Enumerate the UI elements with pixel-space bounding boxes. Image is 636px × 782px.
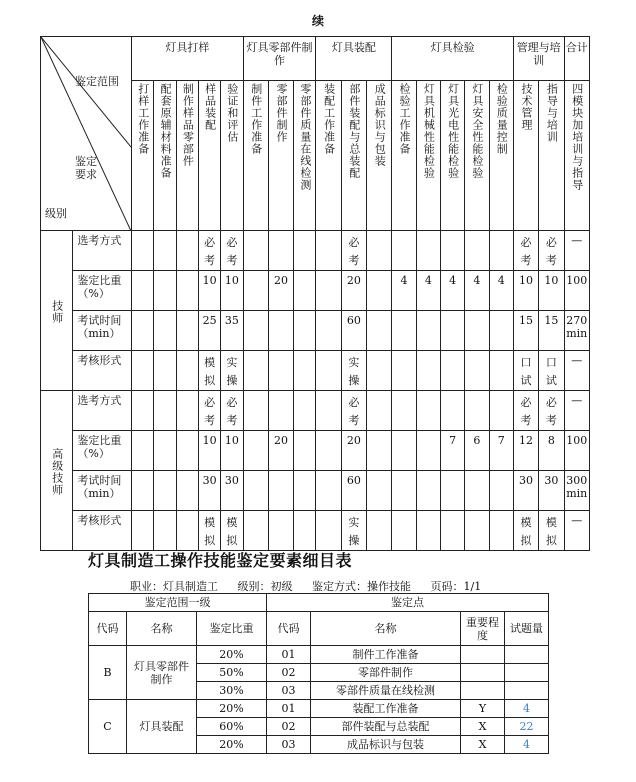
table-cell xyxy=(416,311,440,351)
column-header xyxy=(221,81,243,231)
table-cell xyxy=(268,391,293,431)
table-cell: 必 考 xyxy=(198,391,220,431)
table-cell xyxy=(489,231,513,271)
table-cell xyxy=(132,271,154,311)
scope-code: B xyxy=(89,646,127,700)
table-cell xyxy=(154,351,176,391)
table-cell xyxy=(489,311,513,351)
table-cell xyxy=(440,351,464,391)
question-count xyxy=(505,682,549,700)
elements-table xyxy=(88,593,549,754)
table-cell xyxy=(294,431,316,471)
table-cell xyxy=(268,471,293,511)
requirement-label: 鉴定 要求 xyxy=(75,155,97,181)
table-cell xyxy=(440,511,464,551)
table-cell: 实 操 xyxy=(221,351,243,391)
table-cell xyxy=(268,311,293,351)
importance-cell: Y xyxy=(461,700,505,718)
table-cell: 模 拟 xyxy=(513,511,538,551)
table-cell: 口 试 xyxy=(513,351,538,391)
column-header xyxy=(154,81,176,231)
table-cell xyxy=(392,231,416,271)
table-cell xyxy=(294,511,316,551)
table-cell xyxy=(294,231,316,271)
table-cell: 20 xyxy=(341,271,366,311)
table-cell: 100 xyxy=(564,431,590,471)
table-cell xyxy=(243,231,268,271)
table-cell: — xyxy=(564,511,590,551)
table-cell xyxy=(367,471,392,511)
continued-label: 续 xyxy=(311,14,324,28)
table-cell xyxy=(176,231,198,271)
table-cell xyxy=(316,471,341,511)
importance-cell: X xyxy=(461,718,505,736)
table-cell: 6 xyxy=(465,431,489,471)
table-row xyxy=(41,431,590,471)
table-cell: 10 xyxy=(539,271,564,311)
table-cell xyxy=(392,391,416,431)
row-label: 考核形式 xyxy=(73,511,132,551)
table-cell xyxy=(243,271,268,311)
table-cell xyxy=(176,351,198,391)
table-row xyxy=(41,511,590,551)
table-cell: 30 xyxy=(539,471,564,511)
column-header xyxy=(243,81,268,231)
table-cell: 12 xyxy=(513,431,538,471)
table-cell: 模 拟 xyxy=(539,511,564,551)
table-cell: 必 考 xyxy=(539,231,564,271)
table-cell xyxy=(367,511,392,551)
point-code: 02 xyxy=(267,718,311,736)
table-cell: 必 考 xyxy=(341,231,366,271)
table-cell xyxy=(465,311,489,351)
table-row xyxy=(41,351,590,391)
table-cell: 10 xyxy=(198,271,220,311)
column-header-text: 四模块加培训与指导 xyxy=(570,83,584,191)
ratio-cell: 60% xyxy=(197,718,267,736)
table-cell: 7 xyxy=(440,431,464,471)
point-name: 装配工作准备 xyxy=(311,700,461,718)
table-cell: 10 xyxy=(221,431,243,471)
question-count: 4 xyxy=(505,700,549,718)
point-code: 03 xyxy=(267,682,311,700)
table-cell xyxy=(268,231,293,271)
table-cell xyxy=(268,351,293,391)
table-cell xyxy=(132,511,154,551)
diagonal-header-cell xyxy=(41,37,132,231)
table-cell xyxy=(489,471,513,511)
table-cell xyxy=(367,231,392,271)
point-name: 零部件质量在线检测 xyxy=(311,682,461,700)
table-cell xyxy=(243,391,268,431)
row-label: 选考方式 xyxy=(73,231,132,271)
column-header-text: 指导与培训 xyxy=(545,83,559,143)
column-header-text: 灯具光电性能检验 xyxy=(446,83,460,179)
table-cell xyxy=(132,471,154,511)
ratio-cell: 20% xyxy=(197,736,267,754)
question-count xyxy=(505,646,549,664)
row-label: 考试时间 （min） xyxy=(73,311,132,351)
table-cell: 8 xyxy=(539,431,564,471)
row-label: 考试时间 （min） xyxy=(73,471,132,511)
table-cell xyxy=(294,311,316,351)
grade: 级别：初级 xyxy=(237,580,293,593)
column-header-text: 制作样品零部件 xyxy=(181,83,195,167)
table-cell xyxy=(176,471,198,511)
table-cell xyxy=(132,391,154,431)
table-cell xyxy=(465,471,489,511)
subtitle-line xyxy=(130,578,497,594)
table-cell xyxy=(392,311,416,351)
table-cell xyxy=(489,511,513,551)
column-header-text: 灯具安全性能检验 xyxy=(470,83,484,179)
column-header-text: 配套原辅材料准备 xyxy=(159,83,173,179)
column-header-text: 成品标识与包装 xyxy=(373,83,387,167)
table-cell: 60 xyxy=(341,311,366,351)
table-cell xyxy=(416,231,440,271)
column-header: 名称 xyxy=(311,612,461,646)
table-cell xyxy=(132,231,154,271)
table-cell: 20 xyxy=(341,431,366,471)
table-cell: 实 操 xyxy=(341,511,366,551)
group-header: 灯具打样 xyxy=(132,37,243,81)
table-cell xyxy=(176,431,198,471)
scope-label: 鉴定范围 xyxy=(75,75,119,88)
scope-code: C xyxy=(89,700,127,754)
table-cell: — xyxy=(564,351,590,391)
table-row xyxy=(89,700,549,718)
table-cell xyxy=(316,391,341,431)
table-cell xyxy=(154,471,176,511)
table-cell: 必 考 xyxy=(513,231,538,271)
point-code: 01 xyxy=(267,700,311,718)
question-count: 22 xyxy=(505,718,549,736)
column-header xyxy=(316,81,341,231)
table-cell xyxy=(176,311,198,351)
table-cell xyxy=(294,471,316,511)
table-cell xyxy=(392,351,416,391)
table-cell xyxy=(316,431,341,471)
ratio-cell: 20% xyxy=(197,646,267,664)
table-row xyxy=(41,231,590,271)
table-cell xyxy=(154,231,176,271)
column-header xyxy=(539,81,564,231)
table-cell: — xyxy=(564,391,590,431)
table-cell: 4 xyxy=(465,271,489,311)
column-header xyxy=(489,81,513,231)
point-name: 制件工作准备 xyxy=(311,646,461,664)
table-cell xyxy=(294,391,316,431)
row-label: 鉴定比重 （%） xyxy=(73,271,132,311)
method: 鉴定方式：操作技能 xyxy=(312,580,411,593)
column-header: 试题量 xyxy=(505,612,549,646)
table-cell: 4 xyxy=(392,271,416,311)
table-cell: 20 xyxy=(268,431,293,471)
table-cell: 300 min xyxy=(564,471,590,511)
table-cell xyxy=(268,511,293,551)
table-cell xyxy=(294,271,316,311)
table-cell xyxy=(132,431,154,471)
table-cell xyxy=(416,431,440,471)
table-cell xyxy=(440,471,464,511)
importance-cell: X xyxy=(461,736,505,754)
group-header: 灯具检验 xyxy=(392,37,513,81)
table-cell: 必 考 xyxy=(341,391,366,431)
group-header: 灯具零部件制作 xyxy=(243,37,316,81)
table-cell xyxy=(416,511,440,551)
column-header: 重要程度 xyxy=(461,612,505,646)
table-cell xyxy=(316,351,341,391)
table-cell xyxy=(440,311,464,351)
table-cell: 模 拟 xyxy=(198,351,220,391)
column-header: 代码 xyxy=(267,612,311,646)
column-header xyxy=(440,81,464,231)
table-cell xyxy=(316,311,341,351)
column-header xyxy=(176,81,198,231)
table-cell xyxy=(416,471,440,511)
scope-name: 灯具零部件制作 xyxy=(127,646,197,700)
point-name: 零部件制作 xyxy=(311,664,461,682)
column-header-text: 样品装配 xyxy=(203,83,217,131)
table-cell xyxy=(154,271,176,311)
table-cell xyxy=(367,351,392,391)
table-header-row xyxy=(89,594,549,612)
importance-cell xyxy=(461,664,505,682)
diagonal-lines xyxy=(41,37,131,231)
page-number: 页码：1/1 xyxy=(430,580,482,593)
scope-header: 鉴定范围一级 xyxy=(89,594,267,612)
table-cell: 口 试 xyxy=(539,351,564,391)
table-cell xyxy=(243,471,268,511)
table-cell xyxy=(465,391,489,431)
table-cell: 30 xyxy=(221,471,243,511)
column-header xyxy=(198,81,220,231)
level-label: 级别 xyxy=(45,207,67,220)
table-cell xyxy=(243,511,268,551)
table-cell: 20 xyxy=(268,271,293,311)
column-header: 名称 xyxy=(127,612,197,646)
point-code: 03 xyxy=(267,736,311,754)
column-header-text: 灯具机械性能检验 xyxy=(422,83,436,179)
table-cell: 必 考 xyxy=(198,231,220,271)
table-cell: 4 xyxy=(489,271,513,311)
table-cell xyxy=(154,311,176,351)
column-header xyxy=(132,81,154,231)
column-header xyxy=(294,81,316,231)
table-cell xyxy=(367,391,392,431)
table-cell xyxy=(416,391,440,431)
table-cell: 4 xyxy=(440,271,464,311)
column-header-text: 技术管理 xyxy=(520,83,534,131)
importance-cell xyxy=(461,682,505,700)
table-cell xyxy=(367,311,392,351)
table-cell xyxy=(154,391,176,431)
table-cell xyxy=(392,471,416,511)
point-code: 02 xyxy=(267,664,311,682)
table-cell: — xyxy=(564,231,590,271)
table-cell: 30 xyxy=(198,471,220,511)
points-header: 鉴定点 xyxy=(267,594,549,612)
table-cell xyxy=(440,391,464,431)
column-header-text: 验证和评估 xyxy=(225,83,239,143)
column-header xyxy=(367,81,392,231)
table-cell xyxy=(416,351,440,391)
column-header xyxy=(416,81,440,231)
table-cell: 60 xyxy=(341,471,366,511)
assessment-table xyxy=(40,36,590,551)
column-header-text: 零部件质量在线检测 xyxy=(298,83,312,191)
table-cell xyxy=(465,231,489,271)
question-count: 4 xyxy=(505,736,549,754)
table-cell xyxy=(316,271,341,311)
table-cell xyxy=(440,231,464,271)
table-cell: 7 xyxy=(489,431,513,471)
importance-cell xyxy=(461,646,505,664)
group-header: 灯具装配 xyxy=(316,37,392,81)
column-header xyxy=(465,81,489,231)
table-cell: 15 xyxy=(513,311,538,351)
page-title: 灯具制造工操作技能鉴定要素细目表 xyxy=(88,551,353,570)
column-header-text: 检验工作准备 xyxy=(398,83,412,155)
table-cell xyxy=(367,431,392,471)
table-header-row xyxy=(41,37,590,81)
table-cell xyxy=(243,311,268,351)
row-label: 选考方式 xyxy=(73,391,132,431)
table-cell: 35 xyxy=(221,311,243,351)
table-cell: 必 考 xyxy=(221,391,243,431)
table-cell xyxy=(243,351,268,391)
table-cell xyxy=(392,511,416,551)
level-cell xyxy=(41,231,73,391)
table-cell: 10 xyxy=(513,271,538,311)
column-header xyxy=(564,81,590,231)
ratio-cell: 30% xyxy=(197,682,267,700)
level-cell xyxy=(41,391,73,551)
column-header-text: 打样工作准备 xyxy=(136,83,150,155)
table-cell: 实 操 xyxy=(341,351,366,391)
level-text: 技师 xyxy=(50,299,64,324)
table-cell: 必 考 xyxy=(539,391,564,431)
point-code: 01 xyxy=(267,646,311,664)
table-cell xyxy=(176,391,198,431)
table-row xyxy=(41,391,590,431)
question-count xyxy=(505,664,549,682)
table-cell xyxy=(316,511,341,551)
row-label: 鉴定比重 （%） xyxy=(73,431,132,471)
column-header-text: 检验质量控制 xyxy=(495,83,509,155)
table-cell xyxy=(465,351,489,391)
table-cell xyxy=(176,511,198,551)
column-header xyxy=(392,81,416,231)
table-cell xyxy=(489,351,513,391)
occupation: 职业：灯具制造工 xyxy=(130,580,218,593)
table-row xyxy=(41,471,590,511)
table-cell: 必 考 xyxy=(513,391,538,431)
column-header-text: 装配工作准备 xyxy=(322,83,336,155)
row-label: 考核形式 xyxy=(73,351,132,391)
ratio-cell: 20% xyxy=(197,700,267,718)
table-cell: 模 拟 xyxy=(198,511,220,551)
column-header xyxy=(341,81,366,231)
table-cell: 270 min xyxy=(564,311,590,351)
table-row xyxy=(41,271,590,311)
column-header: 代码 xyxy=(89,612,127,646)
group-header: 合计 xyxy=(564,37,590,81)
column-header xyxy=(268,81,293,231)
table-cell: 10 xyxy=(198,431,220,471)
column-header-text: 部件装配与总装配 xyxy=(347,83,361,179)
point-name: 部件装配与总装配 xyxy=(311,718,461,736)
table-cell: 15 xyxy=(539,311,564,351)
table-cell: 必 考 xyxy=(221,231,243,271)
table-cell xyxy=(176,271,198,311)
table-cell: 25 xyxy=(198,311,220,351)
point-name: 成品标识与包装 xyxy=(311,736,461,754)
column-header xyxy=(513,81,538,231)
scope-name: 灯具装配 xyxy=(127,700,197,754)
table-cell: 30 xyxy=(513,471,538,511)
group-header: 管理与培训 xyxy=(513,37,564,81)
ratio-cell: 50% xyxy=(197,664,267,682)
table-row xyxy=(89,646,549,664)
table-cell xyxy=(316,231,341,271)
table-cell xyxy=(465,511,489,551)
table-cell xyxy=(154,511,176,551)
table-cell: 10 xyxy=(221,271,243,311)
table-cell xyxy=(392,431,416,471)
table-cell xyxy=(294,351,316,391)
table-cell: 4 xyxy=(416,271,440,311)
level-text: 高级技师 xyxy=(50,447,64,496)
table-subheader-row xyxy=(89,612,549,646)
column-header-text: 制件工作准备 xyxy=(249,83,263,155)
table-cell xyxy=(367,271,392,311)
table-cell xyxy=(132,351,154,391)
table-cell xyxy=(132,311,154,351)
table-cell xyxy=(243,431,268,471)
table-cell: 模 拟 xyxy=(221,511,243,551)
column-header: 鉴定比重 xyxy=(197,612,267,646)
table-cell: 100 xyxy=(564,271,590,311)
table-cell xyxy=(489,391,513,431)
table-cell xyxy=(154,431,176,471)
table-row xyxy=(41,311,590,351)
column-header-text: 零部件制作 xyxy=(275,83,289,143)
